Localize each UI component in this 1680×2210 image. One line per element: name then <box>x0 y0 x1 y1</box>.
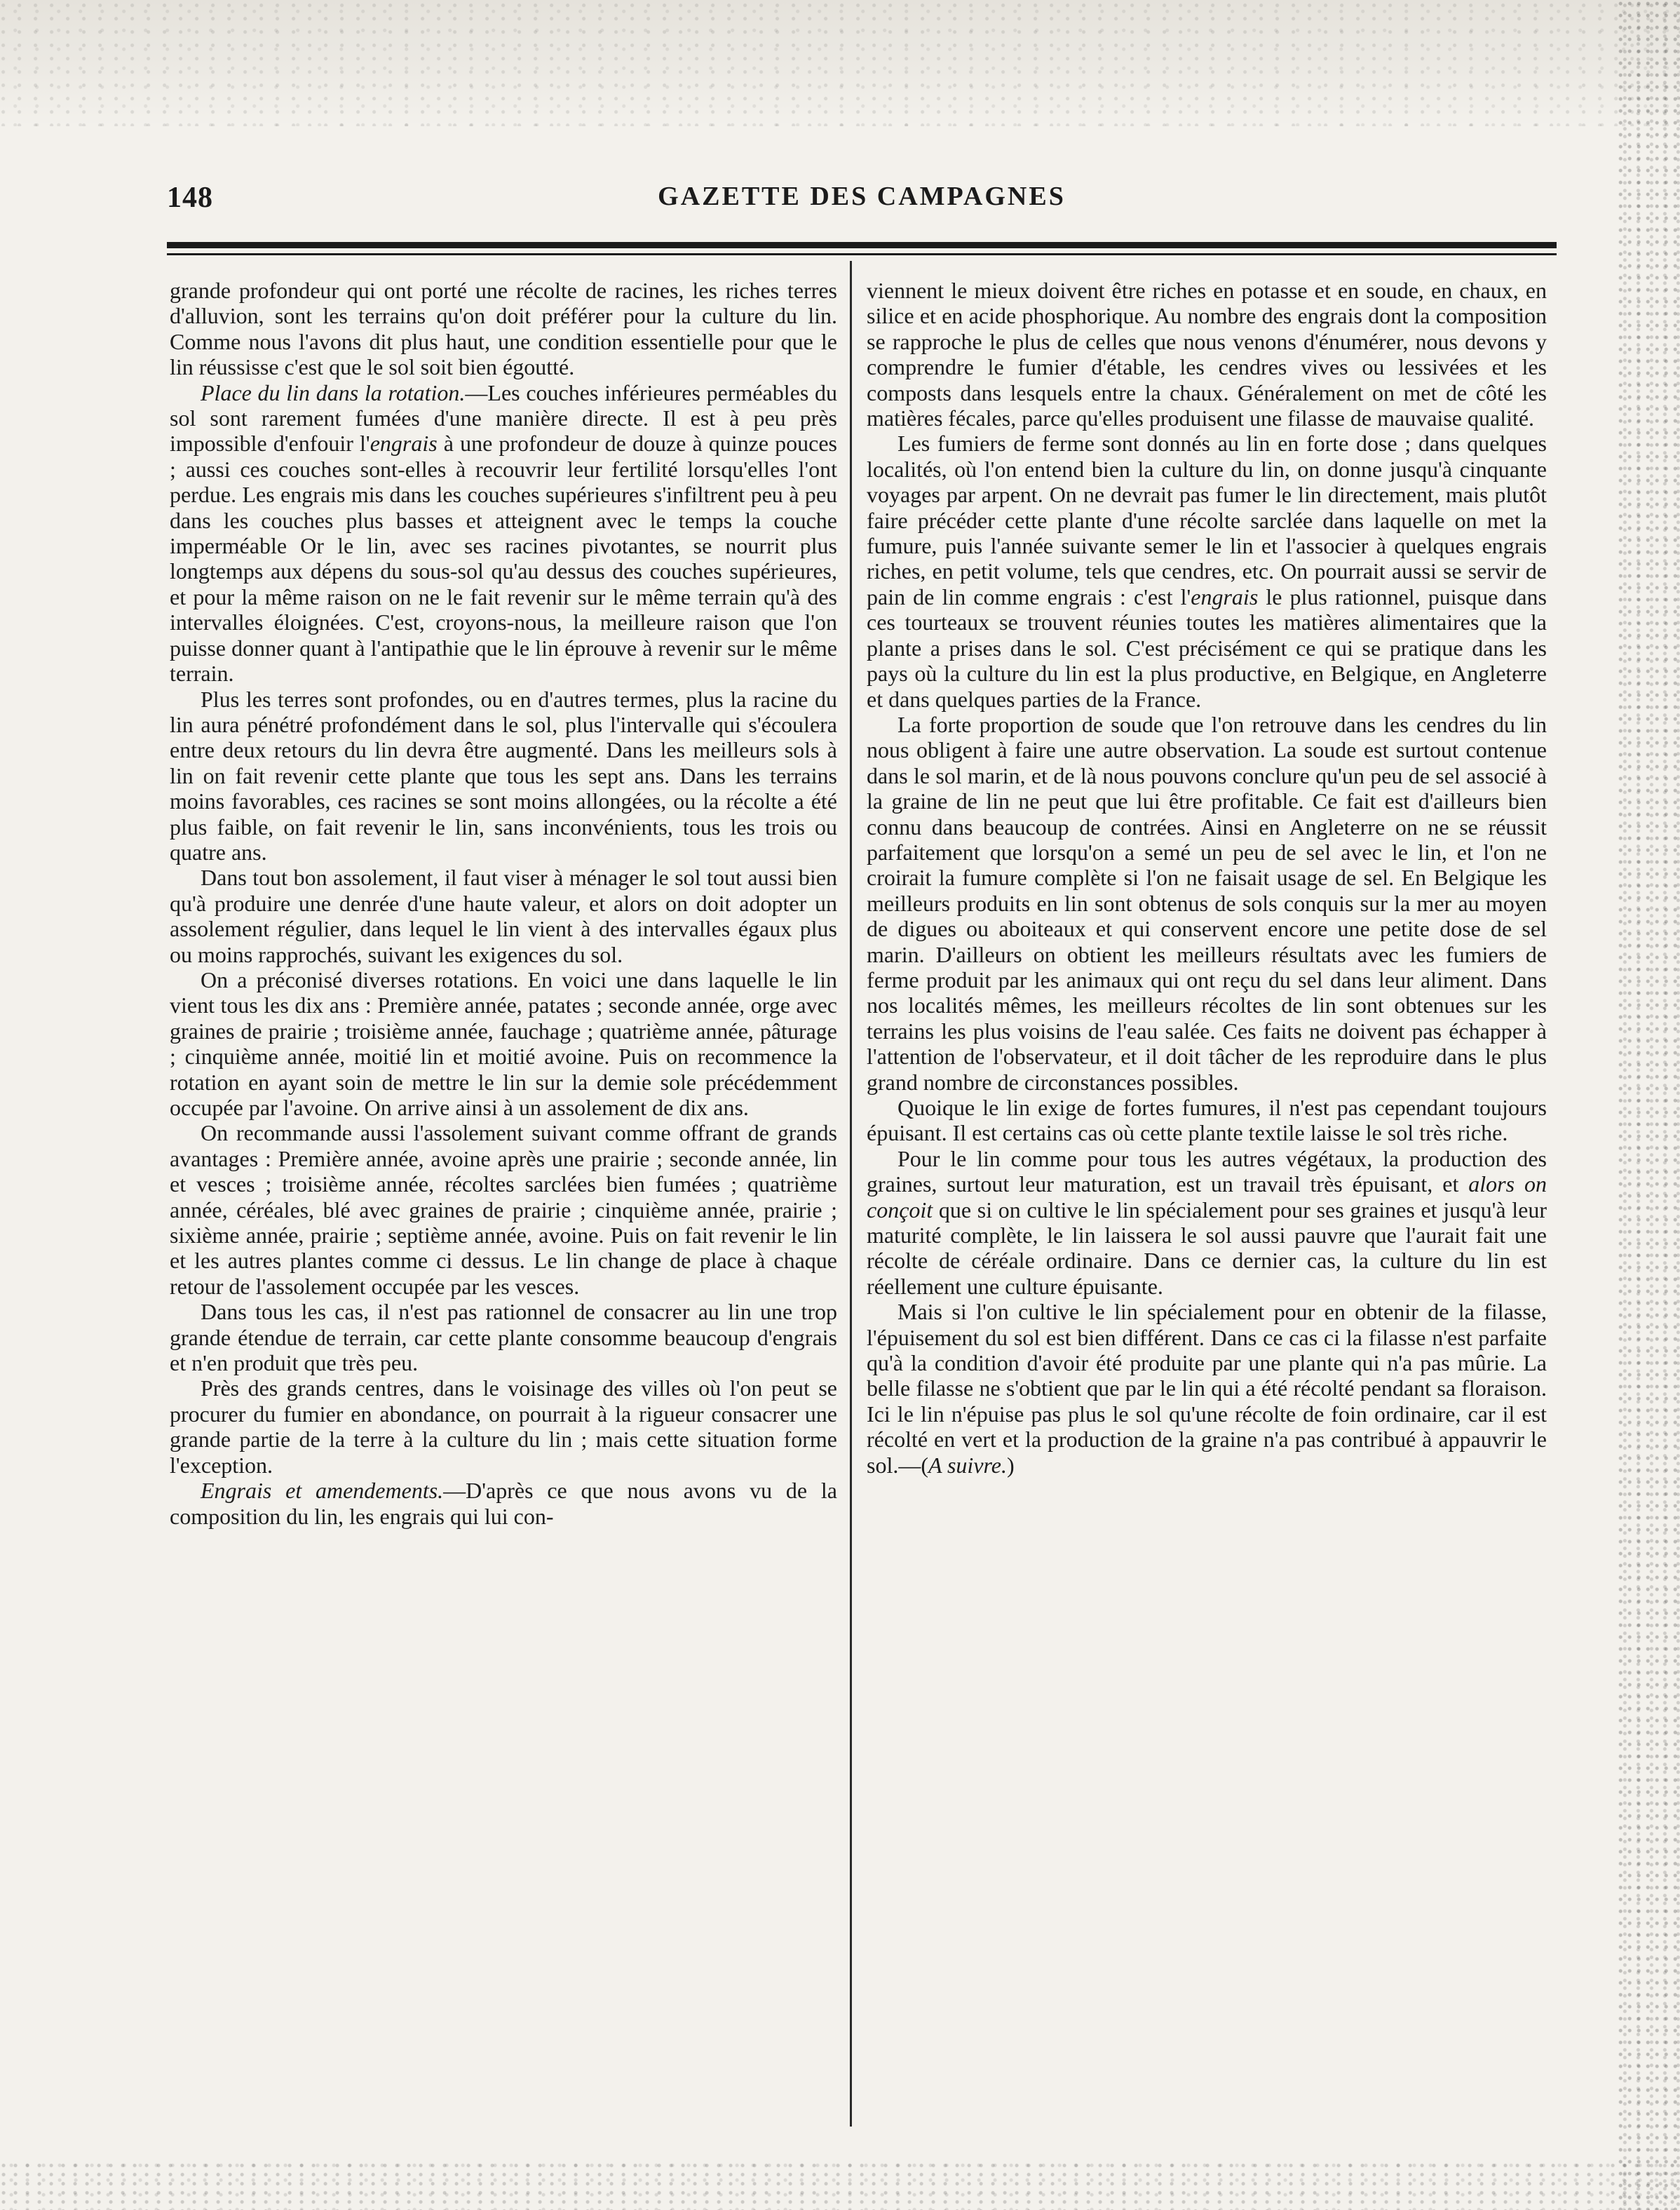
paragraph: Pour le lin comme pour tous les autres végétaux, la production des graines, surtout leur maturation, est un travail très épuisant, et alors on conçoit que si on cultive le lin spécialement pour ses graines et jusqu'à leur maturité complète, le lin laissera le sol aussi pauvre que l'aurait fait une récolte de céréale ordinaire. Dans ce dernier cas, la culture du lin est réellement une culture épuisante. <box>867 1145 1547 1299</box>
paragraph: Quoique le lin exige de fortes fumures, il n'est pas cependant toujours épuisant. Il est certains cas où cette plante textile laisse le sol très riche. <box>867 1095 1547 1146</box>
paragraph: Dans tous les cas, il n'est pas rationnel de consacrer au lin une trop grande étendue de terrain, car cette plante consomme beaucoup d'engrais et n'en produit que très peu. <box>170 1299 837 1376</box>
paragraph: Engrais et amendements.—D'après ce que nous avons vu de la composition du lin, les engrais qui lui con- <box>170 1478 838 1529</box>
paragraph: On recommande aussi l'assolement suivant comme offrant de grands avantages : Première année, avoine après une prairie ; seconde année, lin et vesces ; troisième année, récoltes sarclées bien fumées ; quatrième année, céréales, blé avec graines de prairie ; cinquième année, prairie ; sixième année, prairie ; septième année, avoine. Puis on fait revenir le lin et les autres plantes comme ci dessus. Le lin change de place à chaque retour de l'assolement occupée par les vesces. <box>170 1120 837 1299</box>
scan-noise-top <box>0 0 1680 126</box>
running-title: GAZETTE DES CAMPAGNES <box>658 182 1066 211</box>
paragraph: Près des grands centres, dans le voisinage des villes où l'on peut se procurer du fumier en abondance, on pourrait à la rigueur consacrer une grande partie de la terre à la culture du lin ; mais cette situation forme l'exception. <box>170 1375 837 1478</box>
paragraph: Plus les terres sont profondes, ou en d'autres termes, plus la racine du lin aura pénétré profondément dans le sol, plus l'intervalle qui s'écoulera entre deux retours du lin devra être augmenté. Dans les meilleurs sols à lin on fait revenir cette plante que tous les sept ans. Dans les terrains moins favorables, ces racines se sont moins allongées, ou la récolte a été plus faible, on fait revenir le lin, sans inconvénients, tous les trois ou quatre ans. <box>170 686 837 865</box>
to-be-continued: A suivre. <box>928 1452 1007 1478</box>
left-column <box>170 278 837 1529</box>
paragraph: Dans tout bon assolement, il faut viser à ménager le sol tout aussi bien qu'à produire une denrée d'une haute valeur, et alors on doit adopter un assolement régulier, dans lequel le lin vient à des intervalles égaux plus ou moins rapprochés, suivant les exigences du sol. <box>170 865 837 967</box>
paragraph: grande profondeur qui ont porté une récolte de racines, les riches terres d'alluvion, sont les terrains qu'on doit préférer pour la culture du lin. Comme nous l'avons dit plus haut, une condition essentielle pour que le lin réussisse c'est que le sol soit bien égoutté. <box>170 278 837 380</box>
header-rule-thin <box>167 253 1557 255</box>
right-column <box>867 278 1547 1478</box>
paragraph: viennent le mieux doivent être riches en potasse et en soude, en chaux, en silice et en acide phosphorique. Au nombre des engrais dont la composition se rapproche le plus de celles que nous venons d'énumérer, nous devons y comprendre le fumier d'étable, les cendres vives ou lessivées et les composts dans lesquels entre la chaux. Généralement on met de côté les matières fécales, parce qu'elles produisent une filasse de mauvaise qualité. <box>867 278 1547 431</box>
page-header <box>167 181 1557 216</box>
paragraph: Mais si l'on cultive le lin spécialement pour en obtenir de la filasse, l'épuisement du sol est bien différent. Dans ce cas ci la filasse n'est parfaite qu'à la condition d'avoir été produite par une plante qui n'a pas mûrie. La belle filasse ne s'obtient que par le lin qui a été récolté pendant sa floraison. Ici le lin n'épuise pas plus le sol qu'une récolte de foin ordinaire, car il est récolté en vert et la production de la graine n'a pas contribué à appauvrir le sol.—(A suivre.) <box>867 1299 1547 1478</box>
paragraph: On a préconisé diverses rotations. En voici une dans laquelle le lin vient tous les dix ans : Première année, patates ; seconde année, orge avec graines de prairie ; troisième année, fauchage ; quatrième année, pâturage ; cinquième année, moitié lin et moitié avoine. Puis on recommence la rotation en ayant soin de mettre le lin sur la demie sole précédemment occupée par l'avoine. On arrive ainsi à un assolement de dix ans. <box>170 966 837 1120</box>
page-number: 148 <box>167 182 213 214</box>
column-divider <box>850 261 852 2127</box>
section-heading: Place du lin dans la rotation. <box>201 379 466 405</box>
paragraph: Les fumiers de ferme sont donnés au lin en forte dose ; dans quelques localités, où l'on entend bien la culture du lin, on donne jusqu'à cinquante voyages par arpent. On ne devrait pas fumer le lin directement, mais plutôt faire précéder cette plante d'une récolte sarclée dans laquelle on met la fumure, puis l'année suivante semer le lin et l'associer à quelques engrais riches, en petit volume, tels que cendres, etc. On pourrait aussi se servir de pain de lin comme engrais : c'est l'engrais le plus rationnel, puisque dans ces tourteaux se trouvent réunies toutes les matières alimentaires que la plante a prises dans le sol. C'est précisément ce qui se pratique dans les pays où la culture du lin est la plus productive, en Belgique, en Angleterre et dans quelques parties de la France. <box>867 431 1547 712</box>
scan-noise-bottom <box>0 2161 1680 2210</box>
paragraph: La forte proportion de soude que l'on retrouve dans les cendres du lin nous obligent à faire une autre observation. La soude est surtout contenue dans le sol marin, et de là nous pouvons conclure qu'un peu de sel associé à la graine de lin ne peut que lui être profitable. Ce fait est d'ailleurs bien connu dans beaucoup de contrées. Ainsi en Angleterre on ne se réussit parfaitement que lorsqu'on a semé un peu de sel avec le lin, et l'on ne croirait la fumure complète si l'on ne faisait usage de sel. En Belgique les meilleurs produits en lin sont obtenus de sols conquis sur la mer au moyen de digues ou aboiteaux et qui conservent encore une petite dose de sel marin. D'ailleurs on obtient les meilleurs résultats avec les fumiers de ferme produit par les animaux qui ont reçu du sel dans leur aliment. Dans nos localités mêmes, les meilleurs récoltes de lin sont obtenues sur les terrains les plus voisins de l'eau salée. Ces faits ne doivent pas échapper à l'attention de l'observateur, et il doit tâcher de les reproduire dans le plus grand nombre de circonstances possibles. <box>867 711 1547 1095</box>
paragraph: Place du lin dans la rotation.—Les couches inférieures perméables du sol sont rarement fumées d'une manière directe. Il est à peu près impossible d'enfouir l'engrais à une profondeur de douze à quinze pouces ; aussi ces couches sont-elles à recouvrir leur fertilité lorsqu'elles l'ont perdue. Les engrais mis dans les couches supérieures s'infiltrent peu à peu dans les couches plus basses et atteignent avec le temps la couche imperméable Or le lin, avec ses racines pivotantes, se nourrit plus longtemps aux dépens du sous-sol qu'au dessus des couches supérieures, et pour la même raison on ne le fait revenir sur le même terrain qu'à des intervalles éloignées. C'est, croyons-nous, la meilleure raison que l'on puisse donner quant à l'antipathie que le lin éprouve à revenir sur le même terrain. <box>170 379 838 687</box>
header-rule-thick <box>167 242 1557 248</box>
scan-noise-right-edge <box>1617 0 1680 2210</box>
section-heading: Engrais et amendements. <box>201 1478 444 1504</box>
